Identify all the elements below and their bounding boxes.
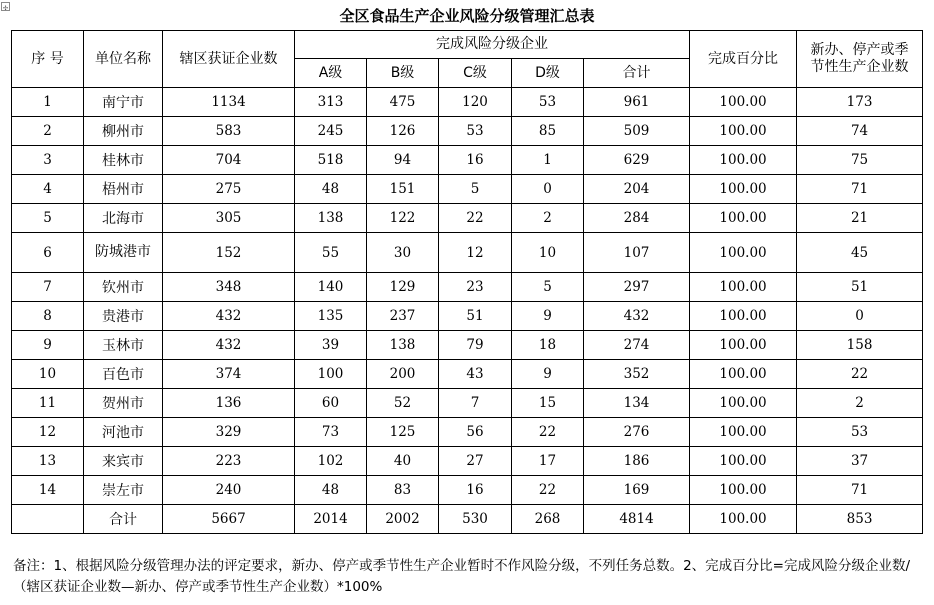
table-row (12, 476, 923, 505)
cell-percent: 100.00 (690, 505, 797, 534)
cell-grade-a: 55 (295, 233, 367, 273)
total-row (12, 505, 923, 534)
cell-grade-b: 122 (367, 204, 439, 233)
cell-certified: 5667 (163, 505, 295, 534)
cell-subtotal: 134 (584, 389, 690, 418)
cell-subtotal: 276 (584, 418, 690, 447)
cell-certified: 1134 (163, 88, 295, 117)
cell-new-seasonal: 51 (797, 273, 923, 302)
cell-subtotal: 961 (584, 88, 690, 117)
cell-grade-b: 151 (367, 175, 439, 204)
cell-grade-c: 23 (439, 273, 512, 302)
cell-unit: 防城港市 (84, 233, 163, 273)
cell-new-seasonal: 158 (797, 331, 923, 360)
cell-seq: 12 (12, 418, 84, 447)
cell-grade-d: 53 (512, 88, 584, 117)
cell-grade-c: 51 (439, 302, 512, 331)
table-row (12, 331, 923, 360)
cell-subtotal: 204 (584, 175, 690, 204)
cell-grade-c: 16 (439, 476, 512, 505)
table-row (12, 117, 923, 146)
cell-subtotal: 169 (584, 476, 690, 505)
cell-grade-d: 15 (512, 389, 584, 418)
cell-grade-c: 53 (439, 117, 512, 146)
cell-subtotal: 629 (584, 146, 690, 175)
table-row (12, 447, 923, 476)
cell-grade-a: 100 (295, 360, 367, 389)
cell-new-seasonal: 53 (797, 418, 923, 447)
cell-percent: 100.00 (690, 447, 797, 476)
cell-grade-d: 0 (512, 175, 584, 204)
cell-new-seasonal: 74 (797, 117, 923, 146)
cell-grade-a: 48 (295, 476, 367, 505)
header-seq: 序 号 (12, 31, 84, 88)
cell-grade-b: 129 (367, 273, 439, 302)
cell-grade-d: 2 (512, 204, 584, 233)
cell-seq: 13 (12, 447, 84, 476)
cell-unit: 贺州市 (84, 389, 163, 418)
cell-grade-b: 52 (367, 389, 439, 418)
cell-new-seasonal: 853 (797, 505, 923, 534)
cell-grade-b: 126 (367, 117, 439, 146)
cell-unit: 崇左市 (84, 476, 163, 505)
cell-seq: 7 (12, 273, 84, 302)
cell-seq (12, 505, 84, 534)
header-unit: 单位名称 (84, 31, 163, 88)
cell-seq: 10 (12, 360, 84, 389)
cell-percent: 100.00 (690, 273, 797, 302)
cell-grade-d: 10 (512, 233, 584, 273)
table-row (12, 204, 923, 233)
cell-subtotal: 274 (584, 331, 690, 360)
cell-seq: 8 (12, 302, 84, 331)
cell-grade-d: 1 (512, 146, 584, 175)
cell-grade-c: 56 (439, 418, 512, 447)
cell-new-seasonal: 2 (797, 389, 923, 418)
cell-subtotal: 432 (584, 302, 690, 331)
cell-certified: 329 (163, 418, 295, 447)
footnote: 备注：1、根据风险分级管理办法的评定要求，新办、停产或季节性生产企业暂时不作风险分级，不列任务总数。2、完成百分比=完成风险分级企业数/（辖区获证企业数—新办、停产或季节性生产企业数）*100% (13, 558, 911, 595)
cell-subtotal: 284 (584, 204, 690, 233)
header-grade-d: D级 (512, 59, 584, 88)
cell-new-seasonal: 71 (797, 175, 923, 204)
cell-seq: 6 (12, 233, 84, 273)
cell-percent: 100.00 (690, 146, 797, 175)
cell-percent: 100.00 (690, 418, 797, 447)
cell-grade-a: 140 (295, 273, 367, 302)
cell-grade-d: 268 (512, 505, 584, 534)
cell-certified: 374 (163, 360, 295, 389)
cell-grade-c: 5 (439, 175, 512, 204)
header-certified: 辖区获证企业数 (163, 31, 295, 88)
cell-certified: 275 (163, 175, 295, 204)
cell-grade-b: 83 (367, 476, 439, 505)
cell-grade-d: 22 (512, 476, 584, 505)
cell-grade-a: 73 (295, 418, 367, 447)
table-row (12, 146, 923, 175)
header-grade-c: C级 (439, 59, 512, 88)
cell-unit: 梧州市 (84, 175, 163, 204)
cell-seq: 5 (12, 204, 84, 233)
cell-certified: 432 (163, 302, 295, 331)
cell-unit: 南宁市 (84, 88, 163, 117)
cell-percent: 100.00 (690, 476, 797, 505)
cell-subtotal: 509 (584, 117, 690, 146)
cell-certified: 305 (163, 204, 295, 233)
cell-grade-c: 22 (439, 204, 512, 233)
cell-grade-d: 9 (512, 302, 584, 331)
cell-grade-a: 138 (295, 204, 367, 233)
cell-seq: 2 (12, 117, 84, 146)
cell-certified: 136 (163, 389, 295, 418)
summary-table (11, 30, 923, 534)
cell-grade-c: 120 (439, 88, 512, 117)
cell-unit: 河池市 (84, 418, 163, 447)
cell-grade-b: 30 (367, 233, 439, 273)
cell-unit: 百色市 (84, 360, 163, 389)
cell-new-seasonal: 0 (797, 302, 923, 331)
cell-certified: 240 (163, 476, 295, 505)
cell-grade-c: 16 (439, 146, 512, 175)
cell-subtotal: 352 (584, 360, 690, 389)
header-subtotal: 合计 (584, 59, 690, 88)
cell-unit: 北海市 (84, 204, 163, 233)
cell-percent: 100.00 (690, 88, 797, 117)
cell-grade-b: 200 (367, 360, 439, 389)
cell-seq: 14 (12, 476, 84, 505)
cell-grade-c: 7 (439, 389, 512, 418)
cell-new-seasonal: 22 (797, 360, 923, 389)
table-row (12, 88, 923, 117)
cell-seq: 3 (12, 146, 84, 175)
cell-grade-a: 39 (295, 331, 367, 360)
table-body (12, 88, 923, 534)
cell-unit: 玉林市 (84, 331, 163, 360)
cell-certified: 348 (163, 273, 295, 302)
cell-percent: 100.00 (690, 389, 797, 418)
cell-grade-d: 22 (512, 418, 584, 447)
cell-new-seasonal: 37 (797, 447, 923, 476)
cell-unit: 钦州市 (84, 273, 163, 302)
cell-grade-c: 79 (439, 331, 512, 360)
cell-grade-d: 17 (512, 447, 584, 476)
cell-unit: 柳州市 (84, 117, 163, 146)
cell-grade-b: 237 (367, 302, 439, 331)
header-new-seasonal: 新办、停产或季节性生产企业数 (797, 31, 923, 88)
cell-grade-d: 9 (512, 360, 584, 389)
cell-seq: 9 (12, 331, 84, 360)
cell-percent: 100.00 (690, 233, 797, 273)
cell-grade-d: 85 (512, 117, 584, 146)
header-grade-b: B级 (367, 59, 439, 88)
cell-certified: 583 (163, 117, 295, 146)
cell-new-seasonal: 45 (797, 233, 923, 273)
cell-new-seasonal: 173 (797, 88, 923, 117)
header-grade-a: A级 (295, 59, 367, 88)
cell-grade-b: 40 (367, 447, 439, 476)
cell-new-seasonal: 21 (797, 204, 923, 233)
cell-grade-d: 5 (512, 273, 584, 302)
cell-total-label: 合计 (84, 505, 163, 534)
cell-grade-c: 43 (439, 360, 512, 389)
cell-grade-c: 27 (439, 447, 512, 476)
cell-grade-b: 125 (367, 418, 439, 447)
cell-seq: 4 (12, 175, 84, 204)
cell-grade-a: 102 (295, 447, 367, 476)
cell-unit: 贵港市 (84, 302, 163, 331)
cell-grade-b: 94 (367, 146, 439, 175)
cell-new-seasonal: 71 (797, 476, 923, 505)
cell-percent: 100.00 (690, 331, 797, 360)
cell-grade-b: 138 (367, 331, 439, 360)
table-row (12, 273, 923, 302)
cell-grade-c: 12 (439, 233, 512, 273)
cell-certified: 152 (163, 233, 295, 273)
cell-percent: 100.00 (690, 175, 797, 204)
cell-subtotal: 186 (584, 447, 690, 476)
table-row (12, 360, 923, 389)
cell-percent: 100.00 (690, 360, 797, 389)
cell-new-seasonal: 75 (797, 146, 923, 175)
cell-seq: 11 (12, 389, 84, 418)
table-row (12, 233, 923, 273)
header-percent: 完成百分比 (690, 31, 797, 88)
table-move-handle-icon[interactable]: ✣ (1, 2, 10, 11)
cell-grade-c: 530 (439, 505, 512, 534)
cell-grade-a: 313 (295, 88, 367, 117)
cell-certified: 432 (163, 331, 295, 360)
cell-percent: 100.00 (690, 204, 797, 233)
cell-grade-a: 2014 (295, 505, 367, 534)
cell-unit: 来宾市 (84, 447, 163, 476)
page-title: 全区食品生产企业风险分级管理汇总表 (339, 7, 595, 25)
header-completed-group: 完成风险分级企业 (295, 31, 690, 59)
cell-percent: 100.00 (690, 117, 797, 146)
cell-subtotal: 4814 (584, 505, 690, 534)
cell-grade-b: 475 (367, 88, 439, 117)
table-row (12, 302, 923, 331)
cell-percent: 100.00 (690, 302, 797, 331)
cell-unit: 桂林市 (84, 146, 163, 175)
table-row (12, 175, 923, 204)
cell-seq: 1 (12, 88, 84, 117)
table-row (12, 418, 923, 447)
cell-subtotal: 107 (584, 233, 690, 273)
cell-certified: 223 (163, 447, 295, 476)
cell-grade-a: 48 (295, 175, 367, 204)
cell-grade-a: 60 (295, 389, 367, 418)
cell-grade-a: 518 (295, 146, 367, 175)
header-row-top (12, 31, 923, 59)
cell-grade-a: 135 (295, 302, 367, 331)
cell-subtotal: 297 (584, 273, 690, 302)
cell-grade-d: 18 (512, 331, 584, 360)
cell-certified: 704 (163, 146, 295, 175)
cell-grade-a: 245 (295, 117, 367, 146)
cell-grade-b: 2002 (367, 505, 439, 534)
table-row (12, 389, 923, 418)
